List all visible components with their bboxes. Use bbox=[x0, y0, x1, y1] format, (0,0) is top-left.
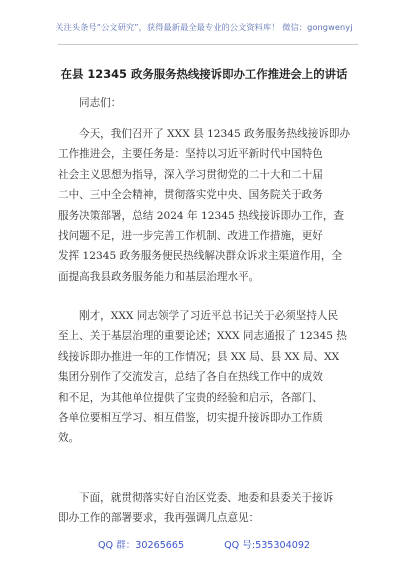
header-divider bbox=[58, 44, 358, 45]
paragraph-2 bbox=[58, 306, 358, 449]
header-note: 关注头条号“公文研究”，获得最新最全最专业的公文资料库！ 微信：gongwenyj bbox=[55, 22, 353, 32]
paragraph-1 bbox=[58, 124, 358, 287]
paragraph-line: 找问题不足，进一步完善工作机制、改进工作措施，更好 bbox=[58, 230, 323, 243]
paragraph-line: 服务决策部署，总结 2024 年 12345 热线接诉即办工作，查 bbox=[58, 209, 345, 222]
qq-account-number: QQ 号:535304092 bbox=[224, 540, 311, 551]
paragraph-line: 今天，我们召开了 XXX 县 12345 政务服务热线接诉即办 bbox=[79, 128, 351, 140]
paragraph-line: 刚才，XXX 同志领学了习近平总书记关于必须坚持人民 bbox=[79, 310, 339, 322]
paragraph-line: 二中、三中全会精神，贯彻落实党中央、国务院关于政务 bbox=[58, 189, 323, 202]
paragraph-line: 集团分别作了交流发言，总结了各自在热线工作中的成效 bbox=[58, 371, 323, 384]
paragraph-line: 社会主义思想为指导，深入学习贯彻党的二十大和二十届 bbox=[58, 168, 323, 181]
paragraph-line: 至上、关于基层治理的重要论述；XXX 同志通报了 12345 热 bbox=[58, 330, 347, 343]
paragraph-line: 和不足，为其他单位提供了宝贵的经验和启示，各部门、 bbox=[58, 391, 323, 404]
document-title: 在县 12345 政务服务热线接诉即办工作推进会上的讲话 bbox=[60, 67, 348, 81]
paragraph-line: 发挥 12345 政务服务便民热线解决群众诉求主渠道作用，全 bbox=[58, 250, 343, 263]
salutation: 同志们： bbox=[79, 97, 122, 109]
paragraph-line: 各单位要相互学习、相互借鉴，切实提升接诉即办工作质 bbox=[58, 412, 323, 425]
paragraph-line: 线接诉即办推进一年的工作情况；县 XX 局、县 XX 局、XX bbox=[58, 350, 340, 363]
paragraph-3 bbox=[58, 488, 358, 529]
paragraph-line: 即办工作的部署要求，我再强调几点意见： bbox=[58, 512, 260, 525]
qq-group-number: QQ 群：30265665 bbox=[97, 540, 185, 551]
paragraph-line: 工作推进会，主要任务是：坚持以习近平新时代中国特色 bbox=[58, 148, 323, 161]
footer-contact bbox=[0, 537, 408, 551]
paragraph-line: 下面，就贯彻落实好自治区党委、地委和县委关于接诉 bbox=[79, 492, 334, 504]
paragraph-line: 面提高我县政务服务能力和基层治理水平。 bbox=[58, 270, 260, 283]
paragraph-line: 效。 bbox=[58, 432, 80, 445]
